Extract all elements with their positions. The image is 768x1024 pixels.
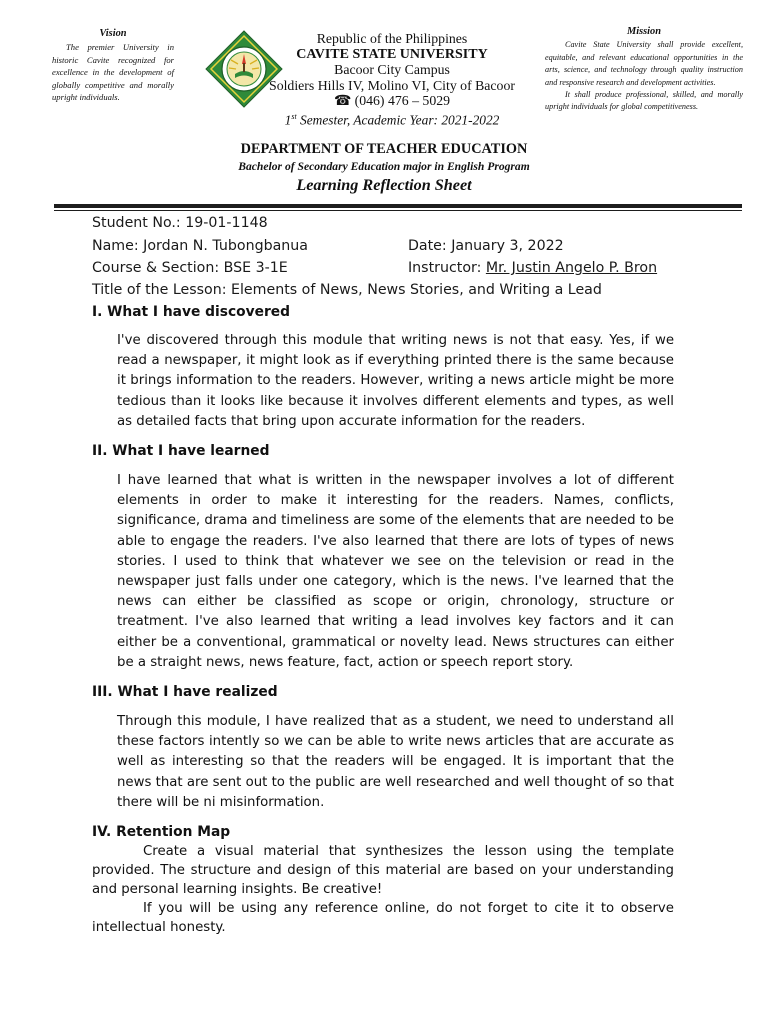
date-field: Date: January 3, 2022 bbox=[408, 238, 564, 254]
semester-text: Semester, Academic Year: 2021-2022 bbox=[296, 112, 500, 128]
section-discovered-title: I. What I have discovered bbox=[92, 304, 291, 320]
retention-paragraph-2 bbox=[92, 899, 674, 937]
section-discovered-text: I've discovered through this module that writing news is not that easy. Yes, if we read a newspaper, it might look as if everything printed there is the same because it brings information to the readers. However, writing a news article might be more tedious than it looks like because it involves different elements and types, as well as detailed facts that bring upon accurate information for the readers. bbox=[117, 333, 674, 429]
vision-block bbox=[52, 28, 174, 103]
university-header bbox=[256, 31, 528, 128]
phone-number: (046) 476 – 5029 bbox=[354, 93, 451, 109]
department-title: DEPARTMENT OF TEACHER EDUCATION bbox=[240, 141, 528, 157]
sheet-title: Learning Reflection Sheet bbox=[296, 176, 472, 194]
retention-text-2: If you will be using any reference online, do not forget to cite it to observe intellectual honesty. bbox=[92, 901, 674, 935]
lesson-title: Title of the Lesson: Elements of News, News Stories, and Writing a Lead bbox=[92, 282, 602, 298]
retention-paragraph-1 bbox=[92, 842, 674, 899]
mission-title: Mission bbox=[626, 26, 662, 37]
campus-address: Soldiers Hills IV, Molino VI, City of Bacoor bbox=[269, 77, 515, 93]
section-realized-title: III. What I have realized bbox=[92, 684, 278, 700]
university-name: CAVITE STATE UNIVERSITY bbox=[296, 46, 488, 62]
instructor-label: Instructor: bbox=[408, 260, 486, 276]
semester-suffix: st bbox=[291, 111, 297, 121]
section-learned-title: II. What I have learned bbox=[92, 443, 270, 459]
section-realized-text: Through this module, I have realized that as a student, we need to understand all these factors intently so we can be able to write news articles that are accurate as well as interesting so that the readers will be engaged. It is important that the news that are sent out to the public are well researched and well thought of so that there will be ni misinformation. bbox=[117, 714, 674, 810]
vision-text: The premier University in historic Cavite recognized for excellence in the development of globally competitive and morally upright individuals. bbox=[52, 42, 174, 103]
mission-text-1: Cavite State University shall provide excellent, equitable, and relevant educational opportunities in the arts, science, and technology through quality instruction and responsive research and development activities. bbox=[545, 40, 743, 87]
campus-name: Bacoor City Campus bbox=[334, 62, 450, 78]
instructor-name: Mr. Justin Angelo P. Bron bbox=[485, 260, 658, 276]
retention-text-1: Create a visual material that synthesizes the lesson using the template provided. The structure and design of this material are based on your understanding and personal learning insights. Be creative! bbox=[92, 844, 674, 897]
semester-line bbox=[256, 109, 528, 128]
section-retention-title: IV. Retention Map bbox=[92, 824, 231, 840]
mission-text-2: It shall produce professional, skilled, and morally upright individuals for global competitiveness. bbox=[545, 90, 743, 112]
phone-line bbox=[256, 93, 528, 109]
student-number: Student No.: 19-01-1148 bbox=[92, 215, 268, 231]
vision-title: Vision bbox=[99, 28, 127, 39]
header-rule-thin bbox=[54, 210, 742, 211]
course-section: Course & Section: BSE 3-1E bbox=[92, 260, 288, 276]
mission-block bbox=[545, 26, 743, 114]
student-name: Name: Jordan N. Tubongbanua bbox=[92, 238, 308, 254]
instructor-field bbox=[408, 257, 657, 279]
telephone-icon: ☎ bbox=[333, 93, 352, 109]
republic-line: Republic of the Philippines bbox=[316, 31, 468, 46]
semester-number: 1 bbox=[284, 112, 292, 128]
section-learned-text: I have learned that what is written in the newspaper involves a lot of different elements in order to make it interesting for the readers. Names, conflicts, significance, drama and timeliness are some of the elements that are needed to be able to engage the readers. I've also learned that there are lots of types of news stories. I used to think that whatever we see on the television or read in the newspaper just falls under one category, which is the news. I've learned that the news can either be classified as scope or origin, chronology, structure or treatment. I've also learned that writing a lead involves key factors and it can either be a conventional, grammatical or novelty lead. News structures can either be a straight news, news feature, fact, action or speech report story. bbox=[117, 473, 674, 670]
header-rule-thick bbox=[54, 204, 742, 208]
program-title: Bachelor of Secondary Education major in English Program bbox=[238, 160, 530, 173]
